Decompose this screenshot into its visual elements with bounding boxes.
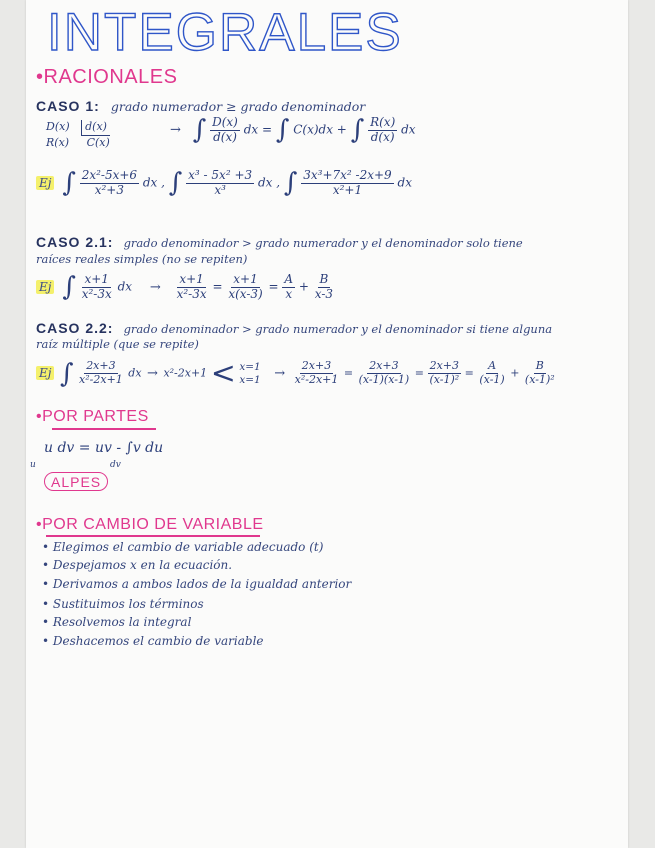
arrow-icon: → (149, 279, 161, 295)
integral-sign-icon: ∫ (62, 168, 76, 198)
example-highlight: Ej (36, 366, 54, 380)
caso22-line (36, 318, 552, 337)
cambio-step: • Elegimos el cambio de variable adecuado (t) (42, 540, 324, 554)
caso1-examples: Ej ∫ $\frac{\text{2x²-5x+6}}{\text{x²+3}}$ dx , ∫ $\frac{\text{x³ - 5x² +3}}{\text{x³}}$ dx , ∫ $\frac{\text{3x³+7x² -2x+9}}{\text{x²+1}}$ dx (36, 168, 412, 198)
partes-dv-label: dv (110, 460, 121, 470)
division-dividend: D(x) (46, 120, 70, 133)
integral-sign-icon: ∫ (62, 272, 76, 302)
division-diagram (46, 120, 110, 151)
roots-stack: x=1 x=1 (239, 360, 261, 386)
integral-sign-icon: ∫ (59, 358, 74, 389)
integral-sign-icon: ∫ (350, 115, 365, 145)
section-heading-cambio: •POR CAMBIO DE VARIABLE (36, 516, 264, 533)
caso21-line (36, 232, 523, 251)
division-quotient: C(x) (86, 135, 110, 149)
example-highlight: Ej (36, 176, 54, 190)
arrow-icon: → (147, 365, 158, 381)
arrow-icon: → (170, 122, 181, 138)
heading-underline (52, 428, 156, 430)
cambio-step: • Despejamos x en la ecuación. (42, 558, 233, 572)
section-heading-partes: •POR PARTES (36, 408, 149, 425)
caso1-rhs-fraction: $\frac{R(x)}{d(x)}$ (370, 114, 396, 144)
caso22-description: grado denominador > grado numerador y el denominador si tiene alguna (123, 322, 553, 336)
caso21-description: grado denominador > grado numerador y el denominador solo tiene (123, 236, 523, 250)
integral-sign-icon: ∫ (283, 168, 298, 198)
caso22-description-2: raíz múltiple (que se repite) (36, 337, 199, 351)
division-remainder: R(x) (46, 135, 70, 149)
integral-sign-icon: ∫ (168, 168, 183, 198)
caso1-line (36, 96, 365, 115)
section-heading-racionales: •RACIONALES (36, 66, 178, 88)
caso1-label: CASO 1: (36, 98, 100, 114)
heading-underline (46, 535, 260, 537)
caso22-label: CASO 2.2: (36, 320, 114, 336)
caso21-label: CASO 2.1: (36, 234, 114, 250)
example-fraction: $\frac{\text{x³ - 5x² +3}}{\text{x³}}$ (188, 167, 253, 197)
example-fraction: $\frac{\text{3x³+7x² -2x+9}}{\text{x²+1}}$ (303, 167, 392, 197)
caso1-lhs-fraction: $\frac{D(x)}{d(x)}$ (212, 114, 238, 144)
caso1-formula: → ∫ $\frac{D(x)}{d(x)}$ dx = ∫ C(x)dx + ∫ $\frac{R(x)}{d(x)}$ dx (170, 114, 416, 145)
caso1-description: grado numerador ≥ grado denominador (110, 99, 366, 114)
partes-u-label: u (30, 460, 36, 470)
cambio-step: • Derivamos a ambos lados de la igualdad anterior (42, 577, 352, 591)
cambio-step: • Sustituimos los términos (42, 597, 204, 611)
partes-formula: u dv = uv - ∫v du (44, 440, 164, 456)
page-title: INTEGRALES (47, 3, 403, 62)
arrow-icon: → (274, 365, 286, 381)
cambio-step: • Deshacemos el cambio de variable (42, 634, 264, 648)
caso21-example: Ej ∫ $\frac{x+1}{\text{x²-3x}}$ dx → $\frac{x+1}{\text{x²-3x}}$ = $\frac{x+1}{x(x-3)}$ = $\frac{A}{x}$ + $\frac{B}{x-3}$ (36, 272, 335, 302)
example-highlight: Ej (36, 280, 54, 294)
example-fraction: $\frac{\text{2x²-5x+6}}{\text{x²+3}}$ (81, 167, 138, 197)
cambio-step: • Resolvemos la integral (42, 615, 192, 629)
caso21-description-2: raíces reales simples (no se repiten) (36, 252, 248, 266)
division-divisor: d(x) (81, 120, 110, 136)
integral-sign-icon: ∫ (275, 115, 290, 145)
brace-icon: < (210, 356, 236, 391)
alpes-mnemonic-badge: ALPES (44, 472, 108, 491)
integral-sign-icon: ∫ (192, 115, 207, 145)
caso22-example: Ej ∫ $\frac{2x+3}{\text{x²-2x+1}}$ dx → x²-2x+1 < x=1 x=1 → $\frac{2x+3}{\text{x²-2x+1}}$ = $\frac{2x+3}{(x-1)(x-1)}$ = $\frac{2x+3}{\text{(x-1)²}}$ = $\frac{A}{(x-1)}$ + $\frac{B}{\text{(x-1)²}}$ (36, 356, 557, 391)
